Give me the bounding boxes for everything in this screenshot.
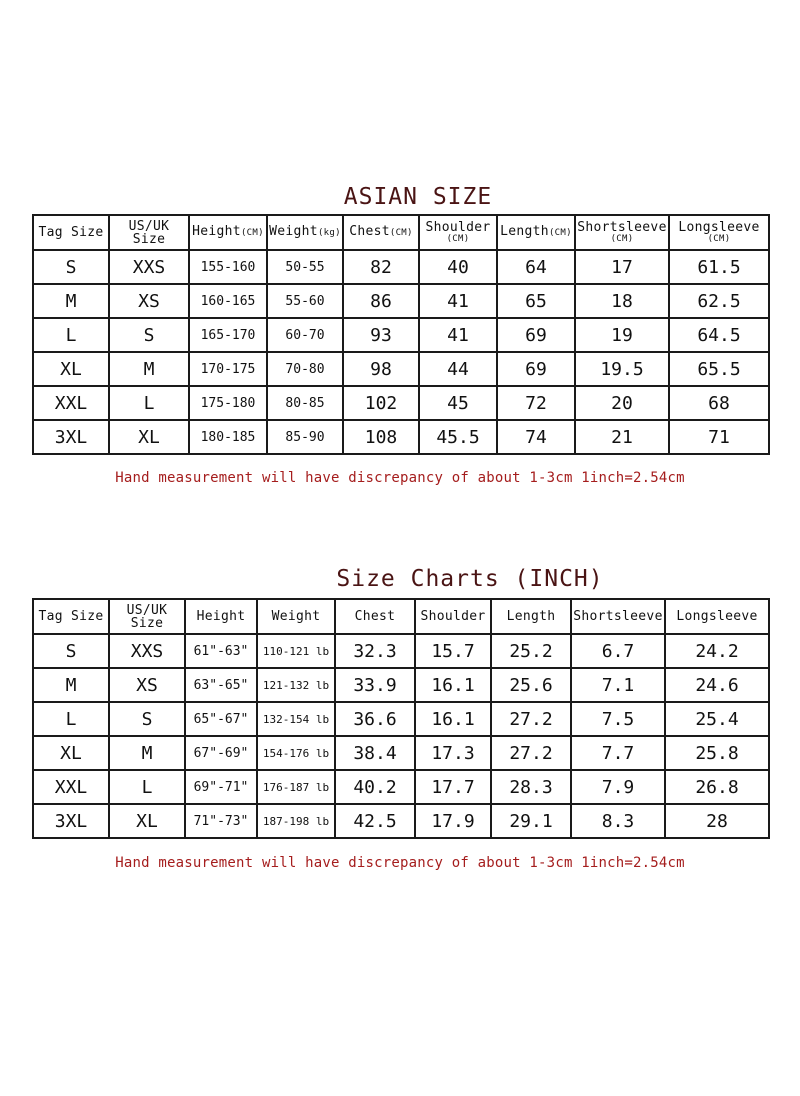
cell-chest: 82 [343, 250, 419, 284]
cell-shoulder: 15.7 [415, 634, 491, 668]
cell-longsleeve: 61.5 [669, 250, 769, 284]
header-chest-label: Chest [349, 224, 390, 239]
table-row [33, 318, 769, 352]
cell-chest: 93 [343, 318, 419, 352]
header-shortsleeve [575, 215, 669, 250]
cell-shortsleeve: 18 [575, 284, 669, 318]
asian-header-row [33, 215, 769, 250]
inch-table-body [33, 634, 769, 838]
header-weight: Weight [257, 599, 335, 634]
cell-us-uk-size: M [109, 736, 185, 770]
cell-shoulder: 45.5 [419, 420, 497, 454]
cell-length: 27.2 [491, 702, 571, 736]
cell-us-uk-size: S [109, 702, 185, 736]
header-shoulder [419, 215, 497, 250]
cell-shoulder: 45 [419, 386, 497, 420]
cell-length: 25.6 [491, 668, 571, 702]
cell-shortsleeve: 20 [575, 386, 669, 420]
header-us-uk-size [109, 215, 189, 250]
cell-shoulder: 44 [419, 352, 497, 386]
header-shortsleeve: Shortsleeve [571, 599, 665, 634]
table-row [33, 770, 769, 804]
cell-length: 74 [497, 420, 575, 454]
cell-shortsleeve: 21 [575, 420, 669, 454]
header-longsleeve-unit: (CM) [707, 234, 731, 244]
table-row [33, 352, 769, 386]
cell-length: 29.1 [491, 804, 571, 838]
header-us-uk-line1: US/UK [126, 602, 168, 618]
inch-measurement-note: Hand measurement will have discrepancy of about 1-3cm 1inch=2.54cm [115, 855, 685, 871]
cell-chest: 108 [343, 420, 419, 454]
cell-shortsleeve: 6.7 [571, 634, 665, 668]
table-row [33, 284, 769, 318]
asian-size-title: ASIAN SIZE [343, 184, 493, 210]
cell-weight: 187-198 lb [257, 804, 335, 838]
cell-us-uk-size: XXS [109, 634, 185, 668]
cell-shortsleeve: 7.9 [571, 770, 665, 804]
cell-us-uk-size: XXS [109, 250, 189, 284]
cell-weight: 85-90 [267, 420, 343, 454]
header-height-unit: (CM) [240, 228, 264, 238]
cell-weight: 60-70 [267, 318, 343, 352]
header-us-uk-line1: US/UK [128, 218, 170, 234]
header-length-label: Length [500, 224, 549, 239]
cell-tag-size: XXL [33, 386, 109, 420]
table-row [33, 668, 769, 702]
cell-weight: 121-132 lb [257, 668, 335, 702]
cell-us-uk-size: S [109, 318, 189, 352]
cell-chest: 40.2 [335, 770, 415, 804]
table-row [33, 250, 769, 284]
cell-shortsleeve: 17 [575, 250, 669, 284]
cell-height: 61"-63" [185, 634, 257, 668]
cell-shoulder: 40 [419, 250, 497, 284]
cell-longsleeve: 62.5 [669, 284, 769, 318]
asian-table-body [33, 250, 769, 454]
cell-longsleeve: 68 [669, 386, 769, 420]
cell-shortsleeve: 19 [575, 318, 669, 352]
cell-weight: 50-55 [267, 250, 343, 284]
cell-height: 175-180 [189, 386, 267, 420]
cell-tag-size: 3XL [33, 420, 109, 454]
asian-measurement-note: Hand measurement will have discrepancy of about 1-3cm 1inch=2.54cm [115, 470, 685, 486]
header-chest-unit: (CM) [389, 228, 413, 238]
cell-weight: 154-176 lb [257, 736, 335, 770]
cell-height: 67"-69" [185, 736, 257, 770]
header-weight-label: Weight [269, 224, 318, 239]
cell-us-uk-size: L [109, 770, 185, 804]
cell-weight: 70-80 [267, 352, 343, 386]
cell-length: 64 [497, 250, 575, 284]
cell-height: 69"-71" [185, 770, 257, 804]
cell-height: 170-175 [189, 352, 267, 386]
cell-shortsleeve: 7.5 [571, 702, 665, 736]
cell-longsleeve: 65.5 [669, 352, 769, 386]
cell-longsleeve: 64.5 [669, 318, 769, 352]
cell-shortsleeve: 7.7 [571, 736, 665, 770]
cell-tag-size: L [33, 318, 109, 352]
cell-tag-size: XXL [33, 770, 109, 804]
cell-tag-size: 3XL [33, 804, 109, 838]
table-row [33, 634, 769, 668]
cell-shortsleeve: 19.5 [575, 352, 669, 386]
cell-tag-size: L [33, 702, 109, 736]
cell-weight: 110-121 lb [257, 634, 335, 668]
cell-length: 65 [497, 284, 575, 318]
header-length-unit: (CM) [548, 228, 572, 238]
cell-chest: 36.6 [335, 702, 415, 736]
header-tag-size: Tag Size [33, 215, 109, 250]
inch-size-section [0, 562, 800, 871]
cell-us-uk-size: XS [109, 668, 185, 702]
cell-length: 27.2 [491, 736, 571, 770]
header-shoulder-unit: (CM) [446, 234, 470, 244]
header-chest: Chest [335, 599, 415, 634]
cell-shoulder: 16.1 [415, 702, 491, 736]
header-length: Length [491, 599, 571, 634]
cell-us-uk-size: XL [109, 804, 185, 838]
cell-shoulder: 17.3 [415, 736, 491, 770]
cell-chest: 38.4 [335, 736, 415, 770]
cell-length: 28.3 [491, 770, 571, 804]
cell-shoulder: 41 [419, 318, 497, 352]
cell-longsleeve: 24.2 [665, 634, 769, 668]
cell-chest: 33.9 [335, 668, 415, 702]
cell-longsleeve: 24.6 [665, 668, 769, 702]
cell-length: 72 [497, 386, 575, 420]
cell-height: 71"-73" [185, 804, 257, 838]
header-height: Height [185, 599, 257, 634]
cell-shoulder: 41 [419, 284, 497, 318]
header-us-uk-size [109, 599, 185, 634]
cell-longsleeve: 28 [665, 804, 769, 838]
cell-shoulder: 17.9 [415, 804, 491, 838]
cell-tag-size: M [33, 668, 109, 702]
asian-size-table [32, 214, 770, 455]
cell-chest: 102 [343, 386, 419, 420]
table-row [33, 420, 769, 454]
cell-weight: 176-187 lb [257, 770, 335, 804]
cell-weight: 55-60 [267, 284, 343, 318]
table-row [33, 702, 769, 736]
table-row [33, 386, 769, 420]
cell-height: 155-160 [189, 250, 267, 284]
header-shortsleeve-unit: (CM) [610, 234, 634, 244]
header-longsleeve [669, 215, 769, 250]
inch-size-table [32, 598, 770, 839]
table-row [33, 804, 769, 838]
header-weight [267, 215, 343, 250]
cell-tag-size: XL [33, 352, 109, 386]
cell-longsleeve: 71 [669, 420, 769, 454]
cell-shortsleeve: 7.1 [571, 668, 665, 702]
cell-length: 25.2 [491, 634, 571, 668]
cell-longsleeve: 25.8 [665, 736, 769, 770]
cell-us-uk-size: XL [109, 420, 189, 454]
cell-height: 165-170 [189, 318, 267, 352]
cell-longsleeve: 26.8 [665, 770, 769, 804]
cell-height: 180-185 [189, 420, 267, 454]
cell-height: 63"-65" [185, 668, 257, 702]
cell-chest: 98 [343, 352, 419, 386]
header-shoulder: Shoulder [415, 599, 491, 634]
header-longsleeve: Longsleeve [665, 599, 769, 634]
header-weight-unit: (kg) [317, 228, 341, 238]
cell-shortsleeve: 8.3 [571, 804, 665, 838]
cell-us-uk-size: M [109, 352, 189, 386]
cell-tag-size: S [33, 250, 109, 284]
asian-size-section [0, 180, 800, 486]
header-length [497, 215, 575, 250]
cell-weight: 80-85 [267, 386, 343, 420]
cell-us-uk-size: XS [109, 284, 189, 318]
header-tag-size: Tag Size [33, 599, 109, 634]
inch-header-row [33, 599, 769, 634]
cell-chest: 86 [343, 284, 419, 318]
cell-shoulder: 16.1 [415, 668, 491, 702]
cell-tag-size: S [33, 634, 109, 668]
cell-us-uk-size: L [109, 386, 189, 420]
cell-shoulder: 17.7 [415, 770, 491, 804]
inch-size-title: Size Charts (INCH) [336, 566, 604, 592]
cell-longsleeve: 25.4 [665, 702, 769, 736]
cell-weight: 132-154 lb [257, 702, 335, 736]
header-us-uk-line2: Size [132, 231, 166, 247]
header-chest [343, 215, 419, 250]
header-us-uk-line2: Size [130, 615, 164, 631]
cell-tag-size: XL [33, 736, 109, 770]
table-row [33, 736, 769, 770]
header-height [189, 215, 267, 250]
cell-tag-size: M [33, 284, 109, 318]
header-height-label: Height [192, 224, 241, 239]
cell-chest: 32.3 [335, 634, 415, 668]
cell-chest: 42.5 [335, 804, 415, 838]
header-longsleeve-label: Longsleeve [678, 220, 760, 235]
cell-length: 69 [497, 318, 575, 352]
cell-height: 160-165 [189, 284, 267, 318]
cell-length: 69 [497, 352, 575, 386]
header-shoulder-label: Shoulder [425, 220, 491, 235]
header-shortsleeve-label: Shortsleeve [577, 220, 667, 235]
cell-height: 65"-67" [185, 702, 257, 736]
